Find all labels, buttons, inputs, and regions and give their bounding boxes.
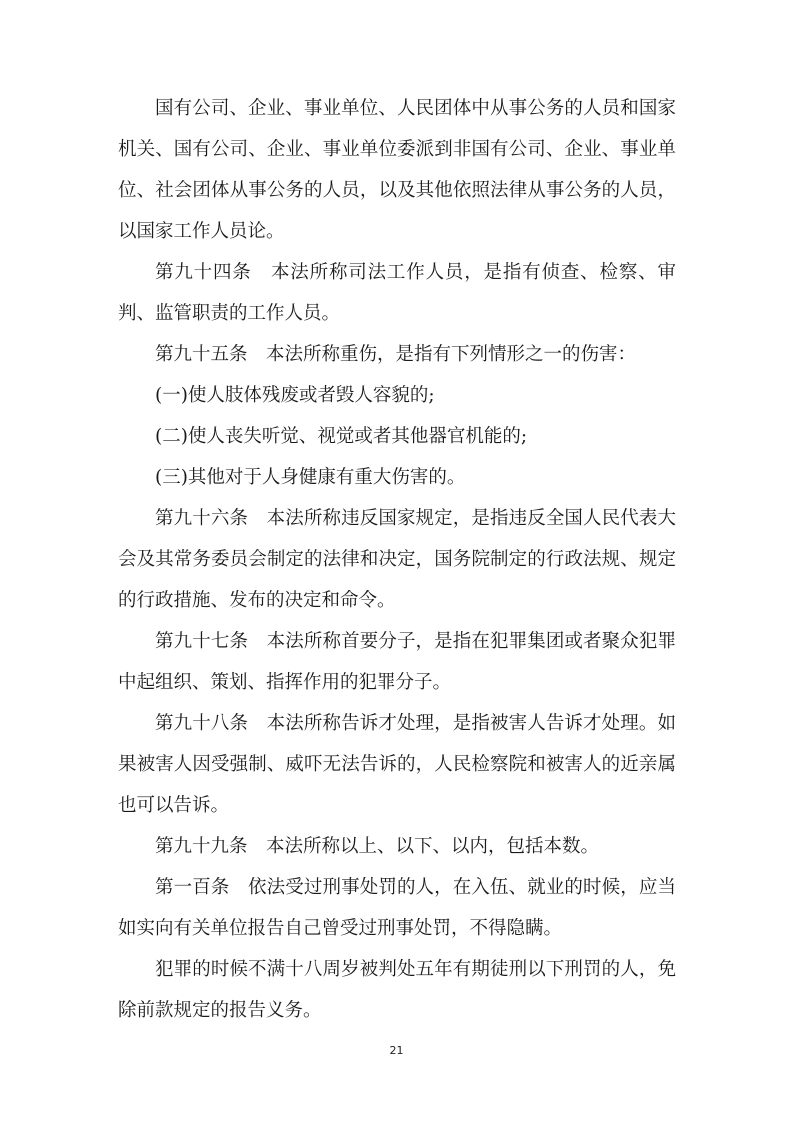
article-96: 第九十六条 本法所称违反国家规定，是指违反全国人民代表大会及其常务委员会制定的法律和决定，国务院制定的行政法规、规定的行政措施、发布的决定和命令。 <box>118 508 676 611</box>
page-number: 21 <box>389 1044 404 1057</box>
article-95-item-1: (一)使人肢体残废或者毁人容貌的; <box>155 385 435 406</box>
article-100-paragraph-2: 犯罪的时候不满十八周岁被判处五年有期徒刑以下刑罚的人，免除前款规定的报告义务。 <box>118 959 676 1021</box>
article-95-item-3: (三)其他对于人身健康有重大伤害的。 <box>155 467 466 488</box>
paragraph-state-functionaries: 国有公司、企业、事业单位、人民团体中从事公务的人员和国家机关、国有公司、企业、事业单位委派到非国有公司、企业、事业单位、社会团体从事公务的人员，以及其他依照法律从事公务的人员，以国家工作人员论。 <box>118 98 676 242</box>
article-94: 第九十四条 本法所称司法工作人员，是指有侦查、检察、审判、监管职责的工作人员。 <box>118 262 676 324</box>
article-95: 第九十五条 本法所称重伤，是指有下列情形之一的伤害： <box>155 344 637 365</box>
document-body <box>118 88 676 1031</box>
article-99: 第九十九条 本法所称以上、以下、以内，包括本数。 <box>155 836 600 857</box>
article-98: 第九十八条 本法所称告诉才处理，是指被害人告诉才处理。如果被害人因受强制、威吓无法告诉的，人民检察院和被害人的近亲属也可以告诉。 <box>118 713 676 816</box>
article-95-item-2: (二)使人丧失听觉、视觉或者其他器官机能的; <box>155 426 528 447</box>
article-97: 第九十七条 本法所称首要分子，是指在犯罪集团或者聚众犯罪中起组织、策划、指挥作用的犯罪分子。 <box>118 631 676 693</box>
article-100: 第一百条 依法受过刑事处罚的人，在入伍、就业的时候，应当如实向有关单位报告自己曾受过刑事处罚，不得隐瞒。 <box>118 877 676 939</box>
